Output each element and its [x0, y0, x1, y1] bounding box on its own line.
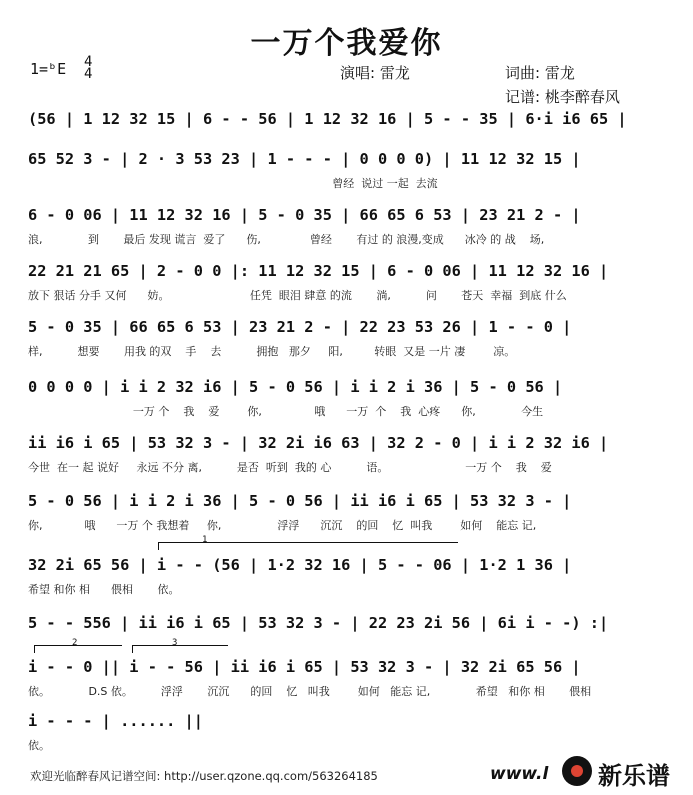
singer-credit: 演唱: 雷龙 — [340, 64, 410, 82]
lyric-line: 放下 狠话 分手 又何 妨。 任凭 眼泪 肆意 的流 淌, 问 苍天 幸福 到底 什么 — [28, 289, 567, 302]
song-title: 一万个我爱你 — [250, 26, 443, 61]
composer-credit: 词曲: 雷龙 — [505, 64, 575, 82]
first-ending-tick — [158, 542, 159, 550]
logo-disc-icon — [562, 756, 592, 786]
key-signature: 1=ᵇE — [30, 60, 67, 78]
brand-name: 新乐谱 — [598, 762, 670, 790]
notation-text: 6 - 0 06 | 11 12 32 16 | 5 - 0 35 | 66 65 6 53 | 23 21 2 - | — [28, 206, 581, 224]
notation-text: 65 52 3 - | 2 · 3 53 23 | 1 - - - | 0 0 0 0) | 11 12 32 15 | — [28, 150, 581, 168]
lyric-line: 曾经 说过 一起 去流 — [28, 177, 438, 190]
notation-text: i - - - | ...... || — [28, 712, 203, 730]
footer-credit: 欢迎光临醉春风记谱空间: http://user.qzone.qq.com/563264185 — [30, 769, 378, 783]
lyric-line: 今世 在一 起 说好 永远 不分 离, 是否 听到 我的 心 语。 一万 个 我 爱 — [28, 461, 552, 474]
notation-text: 0 0 0 0 | i i 2 32 i6 | 5 - 0 56 | i i 2 i 36 | 5 - 0 56 | — [28, 378, 563, 396]
second-ending-label: 2 — [72, 638, 78, 648]
first-ending-label: 1 — [202, 535, 208, 545]
time-signature-bottom: 4 — [84, 66, 93, 82]
notation-text: ii i6 i 65 | 53 32 3 - | 32 2i i6 63 | 32 2 - 0 | i i 2 32 i6 | — [28, 434, 609, 452]
second-ending-bracket — [34, 645, 122, 646]
time-signature — [84, 56, 92, 80]
lyric-line: 浪, 到 最后 发现 谎言 爱了 伤, 曾经 有过 的 浪漫,变成 冰冷 的 战 场, — [28, 233, 545, 246]
notation-text: 32 2i 65 56 | i - - (56 | 1·2 32 16 | 5 - - 06 | 1·2 1 36 | — [28, 556, 572, 574]
brand-logo — [560, 752, 690, 790]
third-ending-label: 3 — [172, 638, 178, 648]
notation-text: 5 - 0 56 | i i 2 i 36 | 5 - 0 56 | ii i6 i 65 | 53 32 3 - | — [28, 492, 572, 510]
notation-text: 5 - - 556 | ii i6 i 65 | 53 32 3 - | 22 23 2i 56 | 6i i - -) :| — [28, 614, 609, 632]
time-signature-top: 4 — [84, 54, 93, 70]
notation-text: i - - 0 || i - - 56 | ii i6 i 65 | 53 32 3 - | 32 2i 65 56 | — [28, 658, 581, 676]
lyric-line: 一万 个 我 爱 你, 哦 一万 个 我 心疼 你, 今生 — [28, 405, 544, 418]
third-ending-tick — [132, 645, 133, 653]
lyric-line: 你, 哦 一万 个 我想着 你, 浮浮 沉沉 的回 忆 叫我 如何 能忘 记, — [28, 519, 537, 532]
site-watermark: www.l — [490, 764, 549, 784]
notation-text: 22 21 21 65 | 2 - 0 0 |: 11 12 32 15 | 6 - 0 06 | 11 12 32 16 | — [28, 262, 609, 280]
notation-text: (56 | 1 12 32 15 | 6 - - 56 | 1 12 32 16 | 5 - - 35 | 6·i i6 65 | — [28, 110, 627, 128]
third-ending-bracket — [132, 645, 228, 646]
lyric-line: 依。 — [28, 739, 50, 752]
lyric-line: 希望 和你 相 偎相 依。 — [28, 583, 180, 596]
second-ending-tick — [34, 645, 35, 653]
notation-text: 5 - 0 35 | 66 65 6 53 | 23 21 2 - | 22 23 53 26 | 1 - - 0 | — [28, 318, 572, 336]
lyric-line: 依。 D.S 依。 浮浮 沉沉 的回 忆 叫我 如何 能忘 记, 希望 和你 相 偎相 — [28, 685, 592, 698]
transcriber-credit: 记谱: 桃李醉春风 — [505, 88, 620, 106]
lyric-line: 样, 想要 用我 的双 手 去 拥抱 那夕 阳, 转眼 又是 一片 凄 凉。 — [28, 345, 516, 358]
